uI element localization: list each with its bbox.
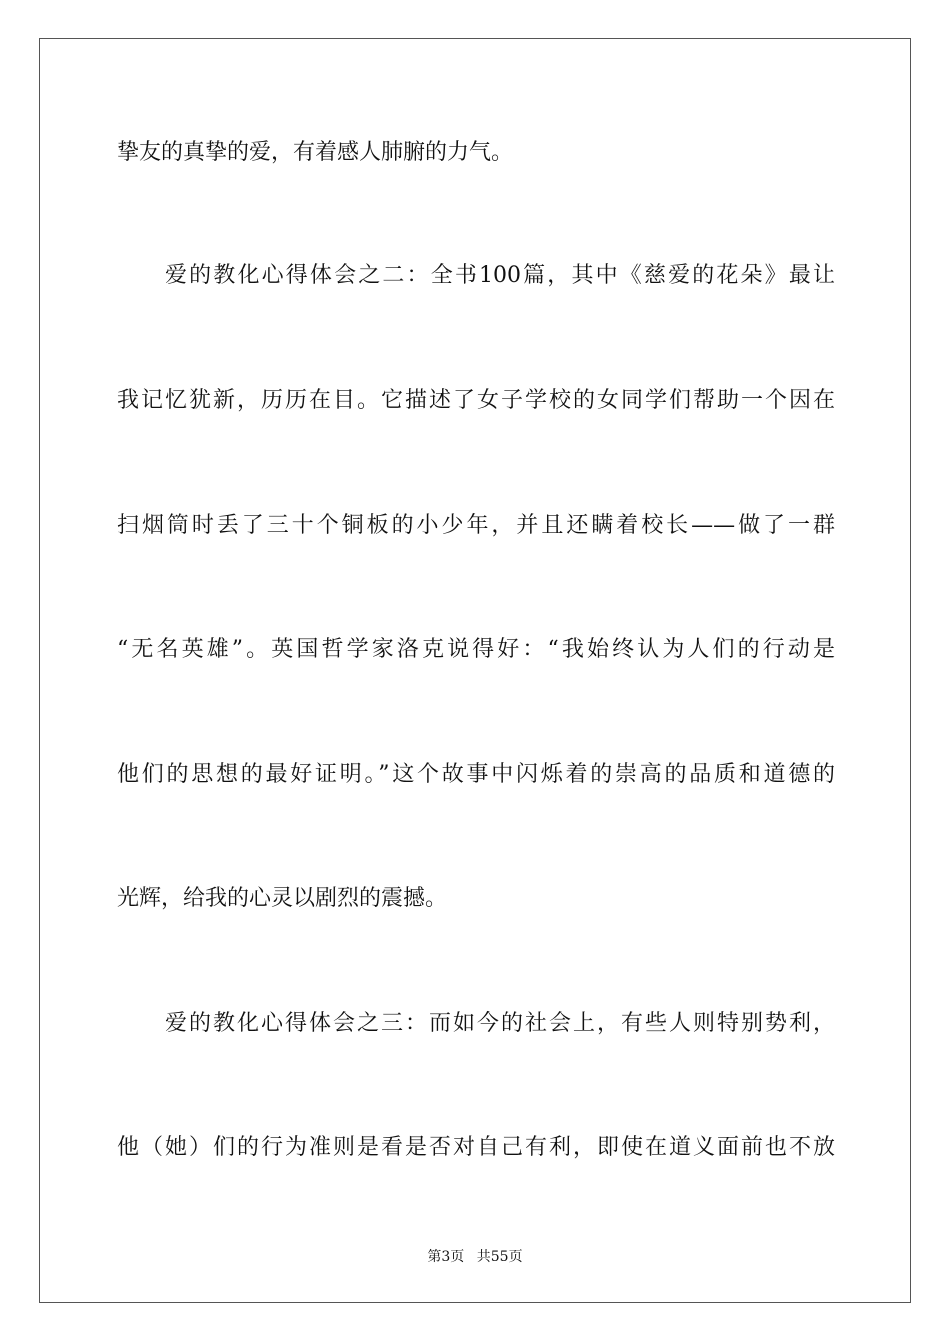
total-pages: 共55页 xyxy=(476,1249,523,1265)
page-frame xyxy=(39,38,911,1303)
paragraph-2-line-1: 爱的教化心得体会之二：全书100篇，其中《慈爱的花朵》最让 xyxy=(165,263,835,288)
paragraph-2-line-5: 他们的思想的最好证明。”这个故事中闪烁着的崇高的品质和道德的 xyxy=(117,762,835,787)
paragraph-2-line-2: 我记忆犹新，历历在目。它描述了女子学校的女同学们帮助一个因在 xyxy=(117,388,835,413)
paragraph-2-line-3: 扫烟筒时丢了三十个铜板的小少年，并且还瞒着校长——做了一群 xyxy=(117,513,835,538)
paragraph-3-line-2: 他（她）们的行为准则是看是否对自己有利，即使在道义面前也不放 xyxy=(117,1135,835,1160)
paragraph-3-line-1: 爱的教化心得体会之三：而如今的社会上，有些人则特别势利， xyxy=(165,1011,835,1036)
paragraph-2-line-6: 光辉，给我的心灵以剧烈的震撼。 xyxy=(117,886,448,911)
page-number: 第3页 xyxy=(427,1249,465,1265)
page-footer xyxy=(0,1248,950,1266)
text-line-1: 挚友的真挚的爱，有着感人肺腑的力气。 xyxy=(117,140,514,165)
paragraph-2-line-4: “无名英雄”。英国哲学家洛克说得好：“我始终认为人们的行动是 xyxy=(117,637,835,662)
